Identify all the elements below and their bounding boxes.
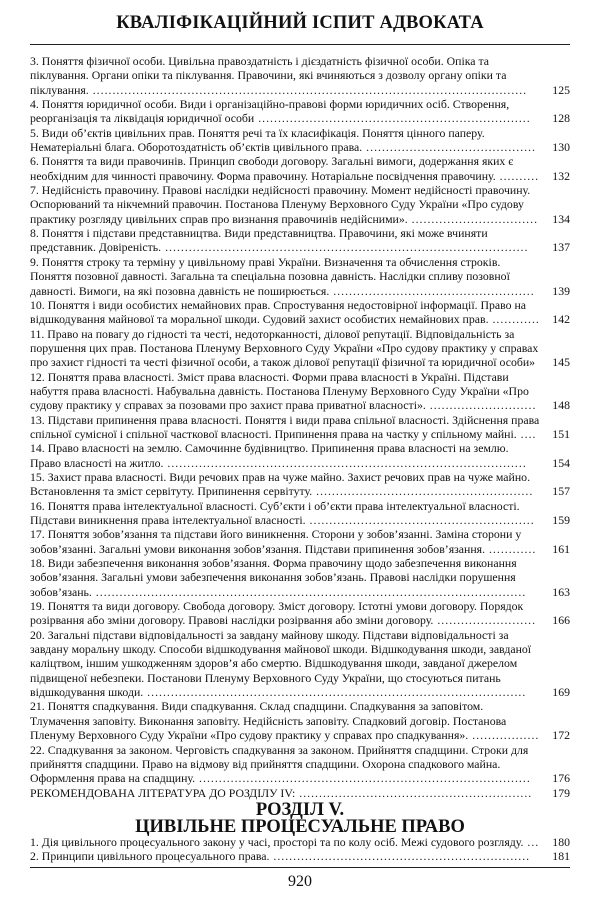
toc-entry-page: 130 <box>552 140 570 155</box>
toc-entry <box>30 527 570 556</box>
toc-entry <box>30 126 570 155</box>
toc-entry-text: 6. Поняття та види правочинів. Принцип свободи договору. Загальні вимоги, додержання яких є необхідним для чинності правочину. Форма правочину. Нотаріальне посвідчення правочину. <box>30 154 514 183</box>
toc-entry-page: 134 <box>552 211 570 226</box>
toc-entry-leader: .................................................................................... <box>195 771 531 786</box>
toc-entry <box>30 743 570 786</box>
toc-entry-page: 151 <box>552 426 570 441</box>
toc-entry-page: 142 <box>552 312 570 327</box>
toc-entry <box>30 849 570 863</box>
toc-entry-text: 12. Поняття права власності. Зміст права власності. Форми права власності в Україні. Підстави набуття права власності. Набувальна давність. Постанова Пленуму Верховного Суду України «Про судову практику у справах за позовами про захист права приватної власності». <box>30 369 529 413</box>
toc-entry-leader: ..................................................................... <box>254 111 531 126</box>
toc-entry-page: 176 <box>552 771 570 786</box>
toc-entry-leader: ............................................................................................ <box>161 240 529 255</box>
toc-entry-text: 18. Види забезпечення виконання зобов’язання. Форма правочину щодо забезпечення виконання зобов’язання. Загальні умови забезпечення виконання зобов’язань. Правові наслідки порушення зобов’язань. <box>30 556 517 599</box>
toc-entry <box>30 628 570 700</box>
toc-entry-text: 19. Поняття та види договору. Свобода договору. Зміст договору. Істотні умови договору. Порядок розірвання або зміни договору. Правові наслідки розірвання або зміни договору. <box>30 599 524 628</box>
toc-entry <box>30 298 570 327</box>
toc-entry-text: 14. Право власності на землю. Самочинне будівництво. Припинення права власності на землю. Право власності на житло. <box>30 441 509 470</box>
toc-entry-text: 10. Поняття і види особистих немайнових прав. Спростування недостовірної інформації. Право на відшкодування майнової та моральної шкоди. Судовий захист особистих немайнових прав. <box>30 297 527 327</box>
page-header <box>30 6 570 45</box>
toc-entry <box>30 786 570 800</box>
header-title: КВАЛІФІКАЦІЙНИЙ ІСПИТ АДВОКАТА <box>116 13 484 33</box>
toc-entry-leader: ................. <box>468 728 540 743</box>
toc-entry <box>30 699 570 742</box>
toc-entry <box>30 327 570 370</box>
toc-entry-page: 179 <box>552 785 570 800</box>
toc-entry-leader: ............ <box>485 541 537 556</box>
toc-entry-text: 2. Принципи цивільного процесуального права. <box>30 849 270 864</box>
toc-entry <box>30 441 570 470</box>
toc-entry-text: 17. Поняття зобов’язання та підстави його виникнення. Сторони у зобов’язанні. Заміна сторони у зобов’язанні. Загальні умови виконання зобов’язання. Підстави припинення зобов’язання. <box>30 527 522 556</box>
toc-entry <box>30 470 570 499</box>
page-number: 920 <box>288 873 312 890</box>
toc-entry <box>30 183 570 226</box>
section-title: РОЗДІЛ V. <box>255 800 345 820</box>
toc-entry-leader: .... <box>516 426 537 441</box>
toc-entry <box>30 255 570 298</box>
toc-entry-leader: .......... <box>495 168 540 183</box>
footer-divider <box>30 867 570 868</box>
toc-entry <box>30 154 570 183</box>
toc-entry-page: 128 <box>552 111 570 126</box>
toc-entry <box>30 599 570 628</box>
toc-entry-page: 163 <box>552 584 570 599</box>
toc-entry <box>30 413 570 442</box>
toc-entry-text: 8. Поняття і підстави представництва. Види представництва. Правочини, які може вчиняти представник. Довіреність. <box>30 226 488 255</box>
toc-entry-page: 169 <box>552 685 570 700</box>
toc-entry-text: 1. Дія цивільного процесуального закону у часі, просторі та по колу осіб. Межі судового розгляду. <box>30 835 524 849</box>
toc-entry-leader: ....................................................... <box>312 484 534 499</box>
toc-entry-text: 16. Поняття права інтелектуальної власності. Суб’єкти і об’єкти права інтелектуальної власності. Підстави виникнення права інтелектуальної власності. <box>30 498 520 527</box>
toc-entry <box>30 370 570 413</box>
toc-entry-leader: ........................... <box>425 398 537 413</box>
toc-entry <box>30 226 570 255</box>
toc-entry-leader: ........................................................................................... <box>163 455 527 470</box>
toc-entry-page: 125 <box>552 82 570 97</box>
toc-entry-text: 21. Поняття спадкування. Види спадкування. Склад спадщини. Спадкування за заповітом. Тлумачення заповіту. Виконання заповіту. Недійсність заповіту. Спадковий договір. Постанова Пленуму Верховного Суду України «Про судову практику у справах про спадкування». <box>30 699 507 743</box>
toc-entry-leader: ................................................................................................ <box>143 685 527 700</box>
toc-entry-page: 139 <box>552 283 570 298</box>
toc-entry <box>30 54 570 97</box>
toc-entry-page: 145 <box>552 355 570 370</box>
toc-entry-page: 161 <box>552 541 570 556</box>
toc-entry-leader: .............................................................................................................. <box>88 82 528 97</box>
toc-entry-leader: ........................................... <box>362 140 536 155</box>
toc-entry-leader: ... <box>523 835 540 849</box>
toc-entry-text: 3. Поняття фізичної особи. Цивільна правоздатність і дієздатність фізичної особи. Опіка та піклування. Органи опіки та піклування. Правочини, які вчиняються з дозволу органу опіки та піклування. <box>30 54 507 97</box>
toc-entry-page: 132 <box>552 168 570 183</box>
toc-entry-text: 22. Спадкування за законом. Черговість спадкування за законом. Прийняття спадщини. Строки для прийняття спадщини. Право на відмову від прийняття спадщини. Охорона спадкового майна. Оформлення права на спадщину. <box>30 742 529 786</box>
toc-entry-text: 13. Підстави припинення права власності. Поняття і види права спільної власності. Здійснення права спільної сумісної і спільної часткової власності. Припинення права на частку у спільному майні. <box>30 412 540 441</box>
toc-entry-page: 181 <box>552 849 570 864</box>
toc-entry-text: 15. Захист права власності. Види речових прав на чуже майно. Захист речових прав на чуже майно. Встановлення та зміст сервітуту. Припинення сервітуту. <box>30 469 531 499</box>
toc-entry-page: 172 <box>552 728 570 743</box>
toc-entry-page: 137 <box>552 240 570 255</box>
section-table-of-contents <box>30 835 570 864</box>
toc-entry-leader: ................................................................. <box>269 849 531 864</box>
toc-entry-leader: ................................................... <box>329 283 535 298</box>
toc-entry-page: 159 <box>552 513 570 527</box>
toc-entry-leader: ........................................................... <box>295 785 533 800</box>
toc-entry-text: 11. Право на повагу до гідності та честі, недоторканності, ділової репутації. Відповідальність за порушення цих прав. Постанова Пленуму Верховного Суду України «Про судову практику у справах про захист гідності та честі фізичної особи, а також ділової репутації фізичної та юридичної особи» <box>30 326 539 370</box>
toc-entry-text: 7. Недійсність правочину. Правові наслідки недійсності правочину. Момент недійсності правочину. Оспорюваний та нікчемний правочин. Постанова Пленуму Верховного Суду України «Про судову практику розгляду цивільних справ про визнання правочинів недійсними». <box>30 183 531 226</box>
toc-entry-page: 154 <box>552 455 570 470</box>
toc-entry-text: 4. Поняття юридичної особи. Види і організаційно-правові форми юридичних осіб. Створення, реорганізація та ліквідація юридичної особи <box>30 97 510 126</box>
toc-entry-text: РЕКОМЕНДОВАНА ЛІТЕРАТУРА ДО РОЗДІЛУ IV: <box>30 785 296 800</box>
toc-entry <box>30 97 570 126</box>
toc-entry <box>30 499 570 528</box>
toc-entry-leader: ......................... <box>433 613 537 628</box>
toc-entry-page: 148 <box>552 398 570 413</box>
toc-entry-page: 166 <box>552 613 570 628</box>
toc-entry-leader: ............ <box>488 312 540 327</box>
toc-entry-page: 157 <box>552 484 570 499</box>
toc-entry-leader: ................................ <box>407 211 539 226</box>
toc-entry-text: 5. Види об’єктів цивільних прав. Поняття речі та їх класифікація. Поняття цінного паперу. Нематеріальні блага. Оборотоздатність об’єктів цивільного права. <box>30 125 485 155</box>
toc-entry-text: 20. Загальні підстави відповідальності за завдану майнову шкоду. Підстави відповідальності за завдану моральну шкоду. Способи відшкодування майнової шкоди. Відшкодування шкоди, завданої каліцтвом, іншим ушкодженням здоров’я або смертю. Відшкодування шкоди, завданої джерелом підвищеної небезпеки. Постанови Пленуму Верховного Суду України, що стосуються питань відшкодування шкоди. <box>30 627 532 700</box>
toc-entry <box>30 835 570 849</box>
table-of-contents <box>30 54 570 800</box>
toc-entry-leader: ............................................................................................................. <box>91 584 527 599</box>
toc-entry-text: 9. Поняття строку та терміну у цивільному праві України. Визначення та обчислення строків. Поняття позовної давності. Загальна та спеціальна позовна давність. Наслідки спливу позовної давності. Вимоги, на які позовна давність не поширюється. <box>30 254 510 298</box>
toc-entry-page: 180 <box>552 835 570 849</box>
section-name: ЦИВІЛЬНЕ ПРОЦЕСУАЛЬНЕ ПРАВО <box>135 817 465 837</box>
toc-entry-leader: ......................................................... <box>305 513 535 527</box>
toc-entry <box>30 556 570 599</box>
